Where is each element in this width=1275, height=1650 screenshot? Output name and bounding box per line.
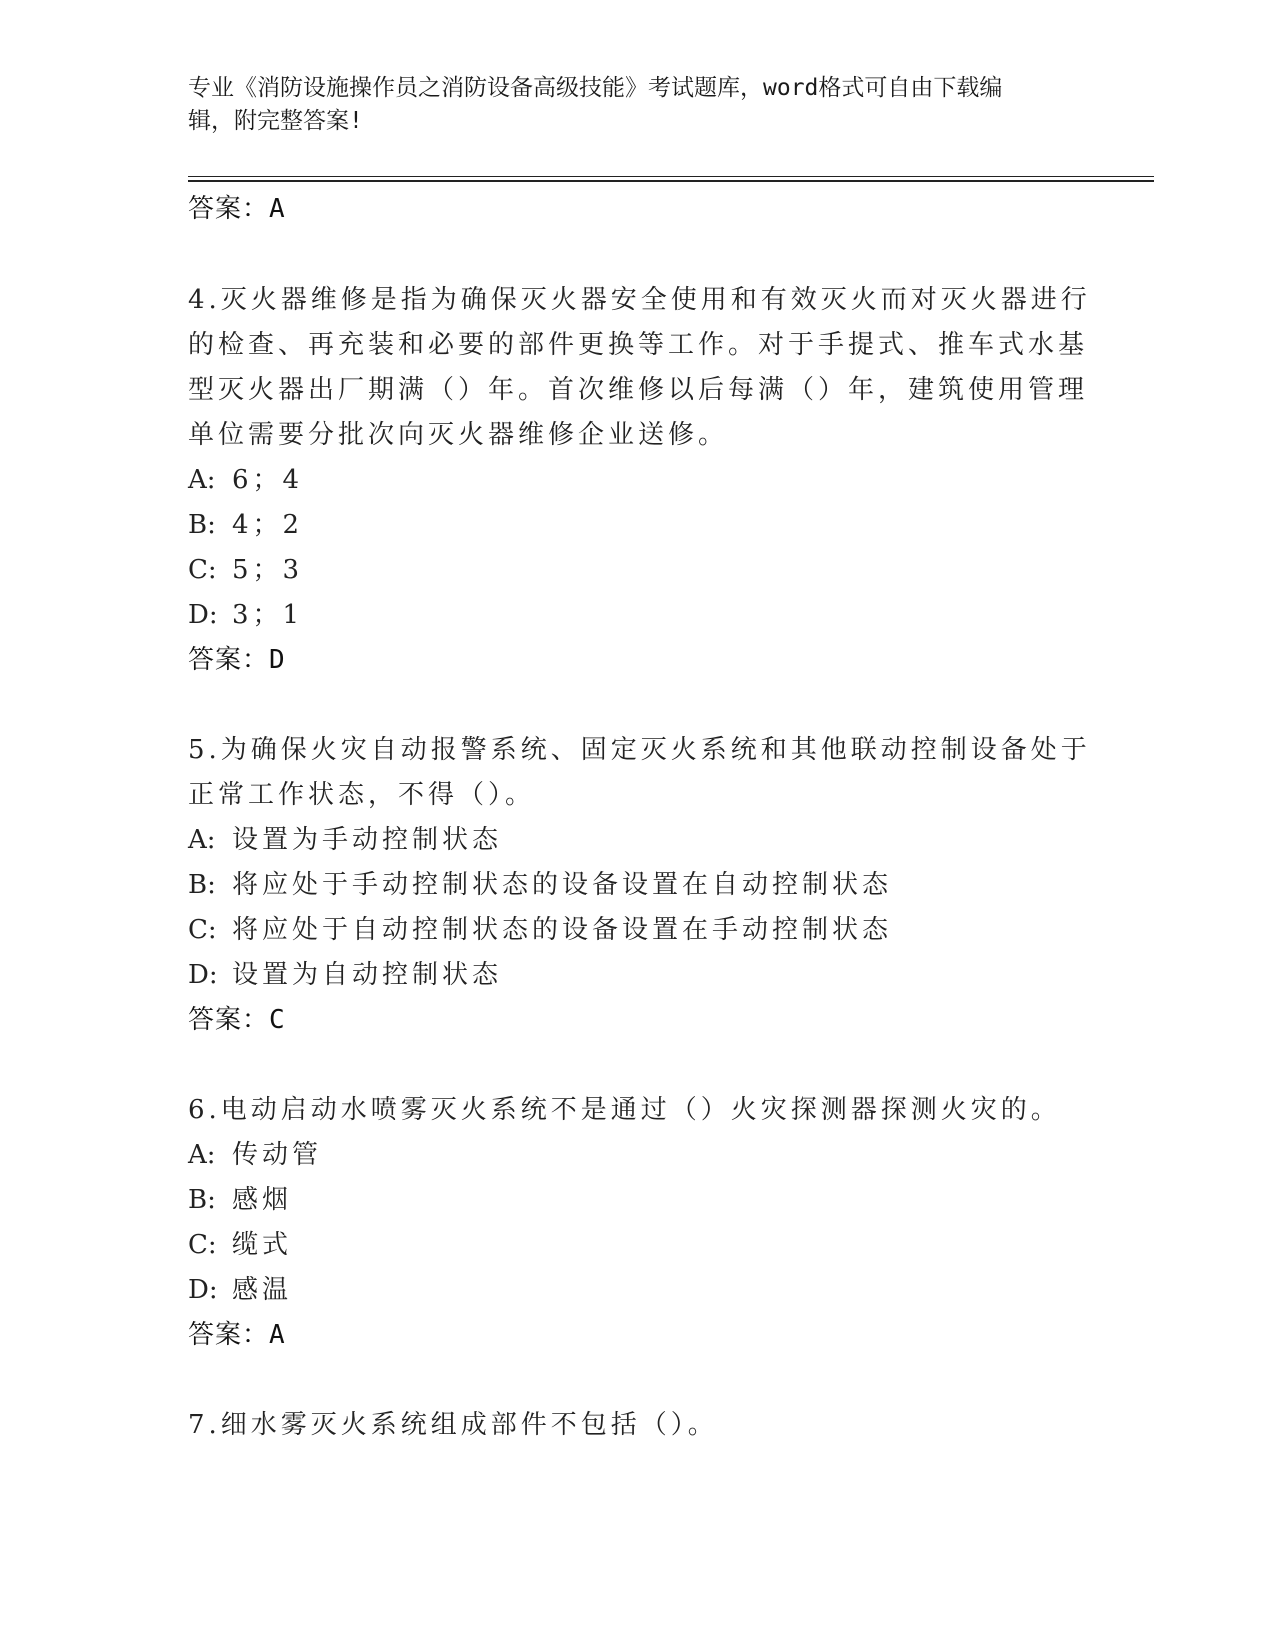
option-text: 感烟	[232, 1185, 293, 1215]
option-label: C:	[188, 555, 217, 585]
option-text: 将应处于自动控制状态的设备设置在手动控制状态	[232, 915, 893, 945]
answer-label: 答案：C	[188, 1005, 286, 1035]
option-label: D:	[188, 960, 218, 990]
header-divider-thin	[188, 176, 1154, 177]
question-stem-line: 型灭火器出厂期满（）年。首次维修以后每满（）年，建筑使用管理	[188, 375, 1089, 405]
option-text: 传动管	[232, 1140, 323, 1170]
option-a	[188, 817, 502, 863]
option-label: A:	[188, 465, 216, 495]
option-label: C:	[188, 1230, 217, 1260]
option-label: A:	[188, 825, 216, 855]
option-b	[188, 862, 892, 908]
question-stem-line: 正常工作状态，不得（）。	[188, 780, 536, 810]
option-text: 感温	[232, 1275, 293, 1305]
option-text: 3；1	[232, 600, 304, 630]
answer-label: 答案：A	[188, 1320, 286, 1350]
previous-answer: 答案：A	[188, 194, 286, 224]
option-a	[188, 1132, 322, 1178]
option-label: B:	[188, 510, 216, 540]
question-stem-line: 的检查、再充装和必要的部件更换等工作。对于手提式、推车式水基	[188, 330, 1089, 360]
option-c	[188, 1222, 292, 1268]
option-b	[188, 502, 303, 548]
option-d	[188, 952, 502, 998]
option-text: 设置为自动控制状态	[232, 960, 503, 990]
option-a	[188, 457, 303, 503]
option-b	[188, 1177, 292, 1223]
option-label: A:	[188, 1140, 216, 1170]
header-line-2: 辑，附完整答案!	[188, 108, 363, 134]
question-stem-line: 7.细水雾灭火系统组成部件不包括（）。	[188, 1410, 718, 1440]
option-label: B:	[188, 1185, 216, 1215]
header-line-1: 专业《消防设施操作员之消防设备高级技能》考试题库，word格式可自由下载编	[188, 75, 1003, 101]
option-text: 将应处于手动控制状态的设备设置在自动控制状态	[232, 870, 893, 900]
option-c	[188, 547, 303, 593]
option-label: C:	[188, 915, 217, 945]
question-stem-line: 5.为确保火灾自动报警系统、固定灭火系统和其他联动控制设备处于	[188, 735, 1091, 765]
option-text: 5；3	[232, 555, 304, 585]
option-d	[188, 592, 303, 638]
question-stem-line: 4.灭火器维修是指为确保灭火器安全使用和有效灭火而对灭火器进行	[188, 285, 1091, 315]
option-label: B:	[188, 870, 216, 900]
option-c	[188, 907, 892, 953]
option-text: 6；4	[232, 465, 304, 495]
option-label: D:	[188, 600, 218, 630]
option-text: 缆式	[232, 1230, 293, 1260]
option-label: D:	[188, 1275, 218, 1305]
question-stem-line: 单位需要分批次向灭火器维修企业送修。	[188, 420, 729, 450]
answer-label: 答案：D	[188, 645, 286, 675]
option-d	[188, 1267, 292, 1313]
document-header	[188, 72, 1088, 138]
option-text: 设置为手动控制状态	[232, 825, 503, 855]
option-text: 4；2	[232, 510, 304, 540]
question-stem-line: 6.电动启动水喷雾灭火系统不是通过（）火灾探测器探测火灾的。	[188, 1095, 1061, 1125]
header-divider-thick	[188, 180, 1154, 182]
